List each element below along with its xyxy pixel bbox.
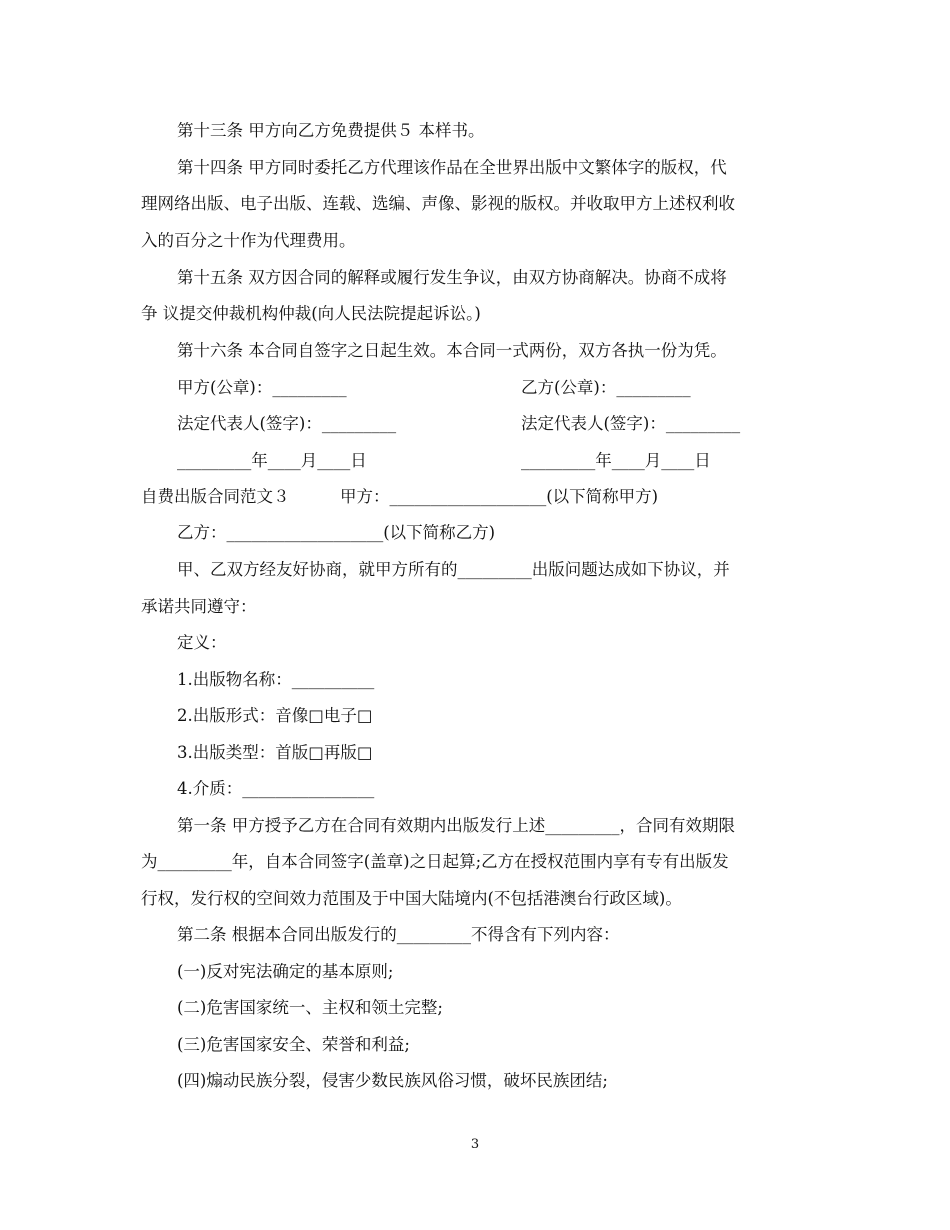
- text-line: 承诺共同遵守：: [141, 597, 257, 616]
- party-b-line: 乙方：___________________(以下简称乙方): [177, 523, 496, 542]
- party-b-row: [0, 518, 950, 548]
- party-b-date: _________年____月____日: [521, 451, 711, 470]
- preamble: [0, 555, 950, 585]
- article-1-cont-1: [0, 847, 950, 877]
- text-line: 定义：: [177, 633, 227, 652]
- text-line: 争 议提交仲裁机构仲裁(向人民法院提起诉讼。): [141, 304, 481, 323]
- text-line: 2.出版形式：音像□电子□: [177, 706, 373, 725]
- text-line: 入的百分之十作为代理费用。: [141, 231, 356, 250]
- signature-row-seal: [0, 373, 950, 403]
- text-line: 为_________年，自本合同签字(盖章)之日起算;乙方在授权范围内享有专有出版发: [141, 852, 729, 871]
- party-a-date: _________年____月____日: [177, 451, 367, 470]
- text-line: 第一条 甲方授予乙方在合同有效期内出版发行上述_________，合同有效期限: [177, 816, 735, 835]
- definition-1: [0, 665, 950, 695]
- clause-14-cont-1: [0, 189, 950, 219]
- clause-14: [0, 153, 950, 183]
- party-b-seal: 乙方(公章)：_________: [521, 378, 691, 397]
- definition-4: [0, 774, 950, 804]
- section-title-row: [0, 482, 950, 512]
- text-line: 甲、乙双方经友好协商，就甲方所有的_________出版问题达成如下协议，并: [177, 560, 730, 579]
- party-a-representative: 法定代表人(签字)：_________: [177, 414, 397, 433]
- clause-13: [0, 116, 950, 146]
- text-line: 行权，发行权的空间效力范围及于中国大陆境内(不包括港澳台行政区域)。: [141, 889, 682, 908]
- party-a-seal: 甲方(公章)：_________: [177, 378, 347, 397]
- text-line: 第十五条 双方因合同的解释或履行发生争议，由双方协商解决。协商不成将: [177, 268, 727, 287]
- definitions-heading: [0, 628, 950, 658]
- article-2-item-3: [0, 1030, 950, 1060]
- text-line: 第二条 根据本合同出版发行的_________不得含有下列内容：: [177, 925, 620, 944]
- article-1-cont-2: [0, 884, 950, 914]
- preamble-cont: [0, 592, 950, 622]
- text-line: 理网络出版、电子出版、连载、选编、声像、影视的版权。并收取甲方上述权利收: [141, 194, 735, 213]
- definition-2: [0, 701, 950, 731]
- text-line: 1.出版物名称：__________: [177, 670, 375, 689]
- party-b-representative: 法定代表人(签字)：_________: [521, 414, 741, 433]
- section-title: 自费出版合同范文３: [141, 487, 290, 506]
- clause-15: [0, 263, 950, 293]
- text-line: 3.出版类型：首版□再版□: [177, 743, 373, 762]
- text-line: 第十三条 甲方向乙方免费提供５ 本样书。: [177, 121, 485, 140]
- article-2: [0, 920, 950, 950]
- article-2-item-2: [0, 993, 950, 1023]
- article-2-item-1: [0, 957, 950, 987]
- text-line: (二)危害国家统一、主权和领土完整;: [177, 998, 443, 1017]
- article-1: [0, 811, 950, 841]
- clause-16: [0, 336, 950, 366]
- definition-3: [0, 738, 950, 768]
- signature-row-representative: [0, 409, 950, 439]
- clause-14-cont-2: [0, 226, 950, 256]
- text-line: 第十四条 甲方同时委托乙方代理该作品在全世界出版中文繁体字的版权，代: [177, 158, 727, 177]
- text-line: (一)反对宪法确定的基本原则;: [177, 962, 394, 981]
- text-line: 4.介质：________________: [177, 779, 375, 798]
- party-a-line: 甲方：___________________(以下简称甲方): [340, 487, 659, 506]
- article-2-item-4: [0, 1066, 950, 1096]
- page-number: 3: [470, 1137, 480, 1152]
- text-line: (三)危害国家安全、荣誉和利益;: [177, 1035, 410, 1054]
- signature-row-date: [0, 446, 950, 476]
- clause-15-cont: [0, 299, 950, 329]
- text-line: (四)煽动民族分裂，侵害少数民族风俗习惯，破坏民族团结;: [177, 1071, 608, 1090]
- text-line: 第十六条 本合同自签字之日起生效。本合同一式两份，双方各执一份为凭。: [177, 341, 727, 360]
